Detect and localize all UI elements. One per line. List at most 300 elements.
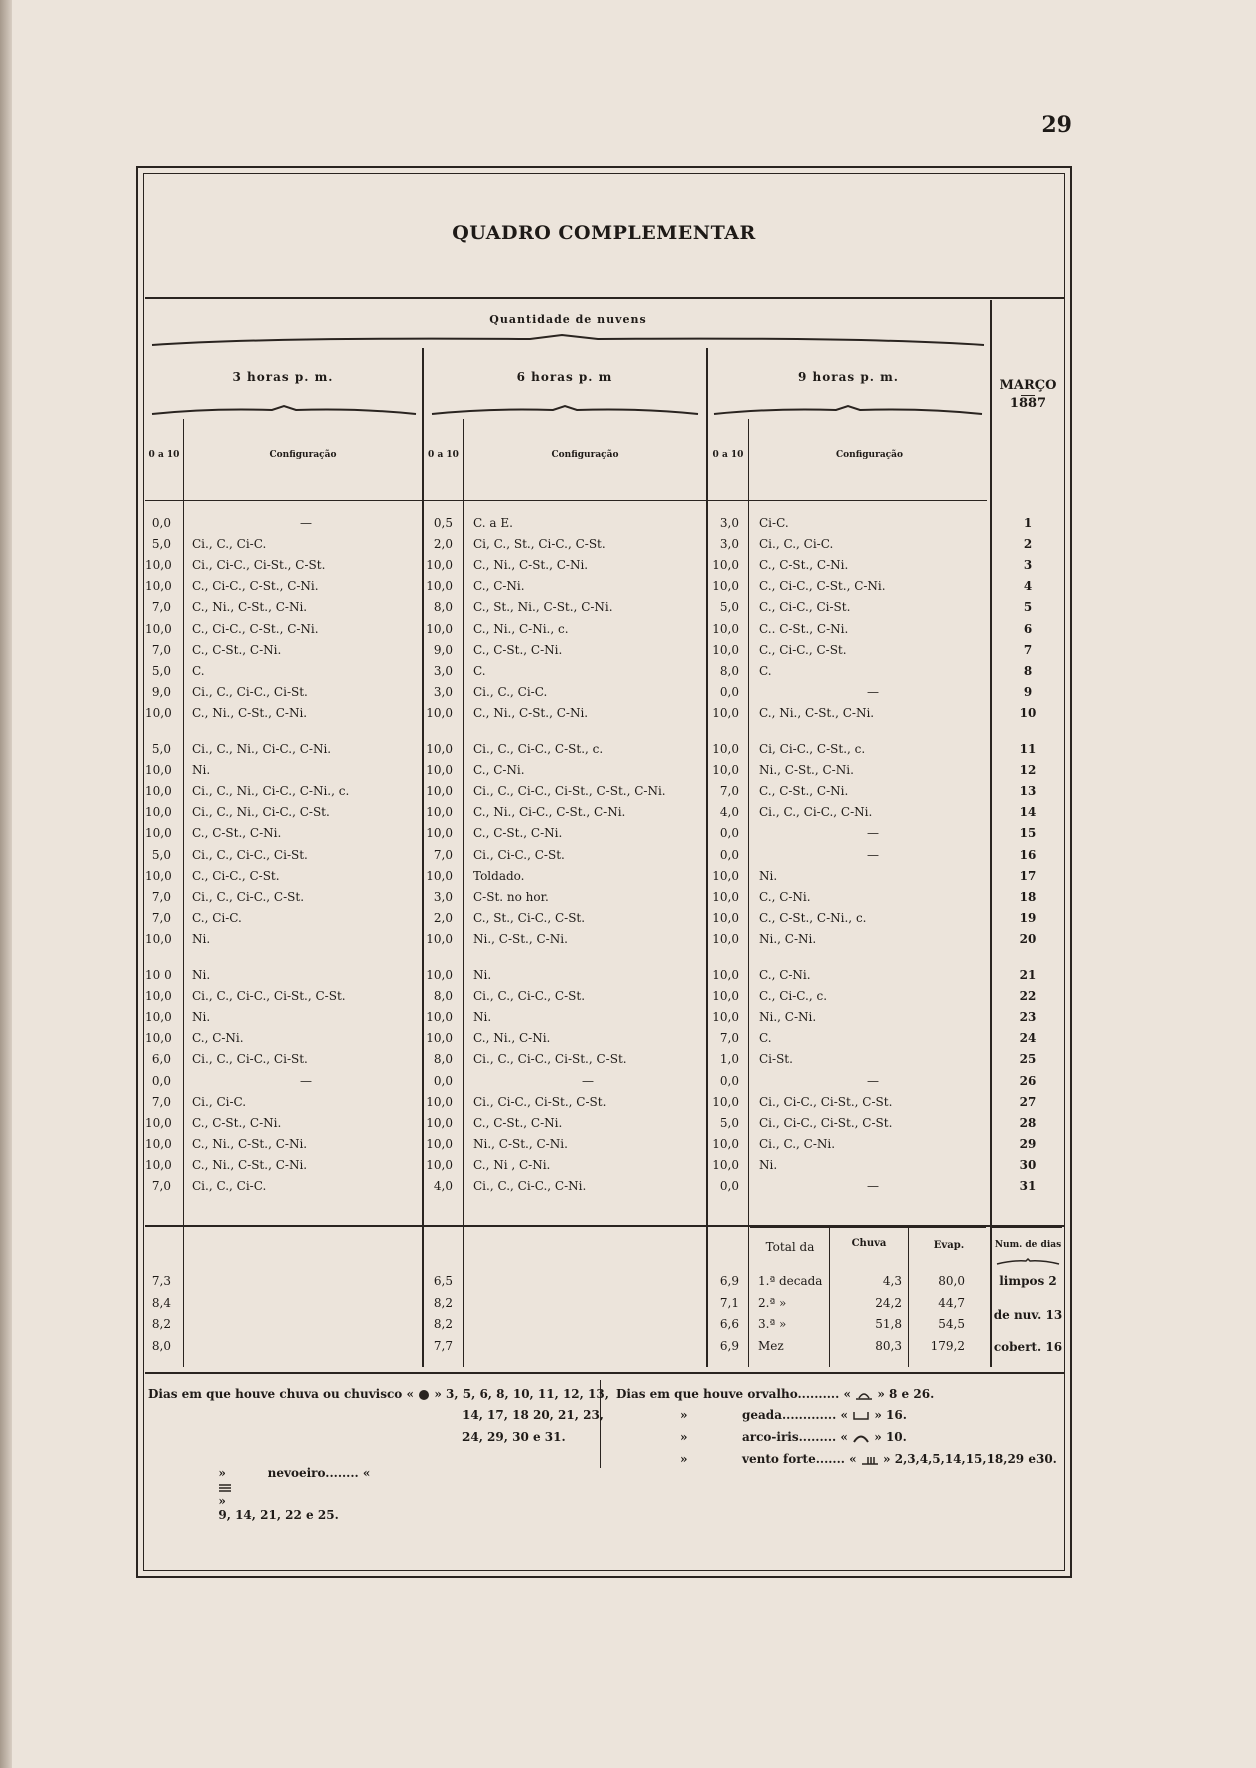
config-6pm: Ni., C-St., C-Ni. (473, 931, 568, 946)
value-3pm: 9,0 (151, 684, 171, 699)
title-rule (145, 297, 1065, 299)
value-6pm: 10,0 (426, 1136, 453, 1151)
value-6pm: 10,0 (426, 1010, 453, 1025)
day-number: 13 (1019, 784, 1037, 799)
value-3pm: 10,0 (145, 805, 172, 820)
period-label: 2.ª » (758, 1295, 787, 1310)
value-3pm: 10,0 (145, 784, 172, 799)
value-9pm: 8,0 (719, 663, 739, 678)
config-9pm: — (867, 847, 879, 862)
config-9pm: Ni. (759, 868, 778, 883)
config-9pm: Ni., C-Ni. (759, 1010, 817, 1025)
config-9pm: C., C-Ni. (759, 968, 811, 982)
value-6pm: 10,0 (426, 742, 453, 756)
evap-total: 54,5 (938, 1317, 965, 1331)
value-9pm: 10,0 (712, 763, 739, 778)
value-9pm: 10,0 (712, 1010, 739, 1025)
avg-9pm: 7,1 (719, 1295, 739, 1310)
config-3pm: C. (192, 663, 205, 678)
value-9pm: 10,0 (712, 1157, 739, 1172)
config-6pm: Toldado. (473, 868, 525, 883)
config-6pm: Ci., C., Ci-C., Ci-St., C-St. (473, 1052, 627, 1067)
value-9pm: 10,0 (712, 1094, 739, 1109)
value-3pm: 10,0 (145, 868, 172, 883)
config-3pm: C., Ni., C-St., C-Ni. (192, 1136, 308, 1151)
config-9pm: C., C-St., C-Ni. (759, 558, 849, 573)
rainbow-label: arco-iris......... « (742, 1430, 848, 1444)
config-9pm: C., C-St., C-Ni., c. (759, 910, 867, 925)
value-6pm: 4,0 (433, 1179, 453, 1193)
rain-symbol-icon (418, 1389, 430, 1401)
value-6pm: 10,0 (426, 968, 453, 982)
period-label: 3.ª » (758, 1317, 787, 1331)
config-9pm: — (867, 684, 879, 699)
config-9pm: Ni., C-St., C-Ni. (759, 763, 854, 778)
config-6pm: C., Ni., C-Ni. (473, 1031, 551, 1046)
config-6pm: C., Ni., C-St., C-Ni. (473, 558, 589, 573)
config-3pm: C., Ni., C-St., C-Ni. (192, 705, 308, 720)
config-6pm: Ci., Ci-C., C-St. (473, 847, 565, 862)
value-6pm: 0,0 (433, 1073, 453, 1088)
avg-3pm: 8,4 (151, 1295, 171, 1310)
value-6pm: 10,0 (426, 868, 453, 883)
value-3pm: 7,0 (151, 642, 171, 657)
group-9pm: 9 horas p. m. (798, 370, 899, 384)
config-6pm: C. a E. (473, 516, 513, 530)
value-6pm: 10,0 (426, 931, 453, 946)
day-number: 25 (1019, 1052, 1037, 1067)
config-6pm: Ci., C., Ci-C., Ci-St., C-St., C-Ni. (473, 784, 666, 799)
value-3pm: 10,0 (145, 705, 172, 720)
day-number: 29 (1019, 1136, 1037, 1151)
value-3pm: 5,0 (151, 742, 171, 756)
value-6pm: 10,0 (426, 621, 453, 636)
day-number: 6 (1023, 621, 1033, 636)
scale-header: 0 a 10 (712, 450, 744, 460)
config-3pm: — (300, 516, 312, 530)
avg-3pm: 7,3 (151, 1274, 171, 1288)
dew-label: Dias em que houve orvalho.......... « (616, 1387, 851, 1401)
group-6pm: 6 horas p. m (516, 370, 613, 384)
cloud-quantity-heading: Quantidade de nuvens (489, 313, 647, 326)
config-6pm: Ci., C., Ci-C., C-Ni. (473, 1179, 587, 1193)
rain-header: Chuva (851, 1238, 887, 1249)
days-clear: limpos 2 (999, 1274, 1057, 1288)
wind-prefix: » (680, 1452, 688, 1466)
value-6pm: 2,0 (433, 910, 453, 925)
summary-divider (908, 1228, 909, 1367)
config-3pm: Ci., C., Ni., Ci-C., C-St. (192, 805, 330, 820)
config-header: Configuração (836, 450, 903, 460)
config-9pm: C., C-St., C-Ni. (759, 784, 849, 799)
evap-total: 44,7 (938, 1295, 965, 1310)
rainbow-days-row (742, 1430, 907, 1444)
value-9pm: 7,0 (719, 1031, 739, 1046)
config-9pm: — (867, 826, 879, 841)
value-3pm: 10,0 (145, 1136, 172, 1151)
config-3pm: Ni. (192, 968, 211, 982)
rain-total: 24,2 (875, 1295, 902, 1310)
wind-label-close: » (883, 1452, 891, 1466)
value-3pm: 5,0 (151, 663, 171, 678)
config-6pm: C., C-St., C-Ni. (473, 1115, 563, 1130)
config-6pm: C., Ni , C-Ni. (473, 1157, 551, 1172)
value-9pm: 10,0 (712, 931, 739, 946)
value-9pm: 5,0 (719, 600, 739, 615)
value-9pm: 10,0 (712, 705, 739, 720)
value-3pm: 10,0 (145, 621, 172, 636)
avg-3pm: 8,2 (151, 1317, 171, 1331)
config-3pm: Ci., C., Ci-C., C-St. (192, 889, 305, 904)
avg-6pm: 8,2 (433, 1317, 453, 1331)
value-3pm: 0,0 (151, 1073, 171, 1088)
period-label: Mez (758, 1338, 784, 1353)
value-3pm: 10,0 (145, 931, 172, 946)
subheader-rule (145, 500, 987, 501)
day-number: 15 (1019, 826, 1037, 841)
rainbow-prefix: » (680, 1430, 688, 1444)
col-divider (183, 419, 184, 1367)
config-6pm: C., C-St., C-Ni. (473, 826, 563, 841)
value-3pm: 10,0 (145, 1157, 172, 1172)
config-9pm: Ni. (759, 1157, 778, 1172)
value-6pm: 10,0 (426, 805, 453, 820)
config-9pm: Ci, Ci-C., C-St., c. (759, 742, 866, 756)
config-6pm: C. (473, 663, 486, 678)
value-6pm: 10,0 (426, 558, 453, 573)
day-number: 7 (1023, 642, 1033, 657)
day-number: 3 (1023, 558, 1033, 573)
value-3pm: 7,0 (151, 889, 171, 904)
config-3pm: Ci., C., Ni., Ci-C., C-Ni., c. (192, 784, 350, 799)
frost-days-row (742, 1408, 907, 1422)
day-number: 4 (1023, 579, 1033, 594)
page-number: 29 (1041, 112, 1072, 138)
value-6pm: 10,0 (426, 784, 453, 799)
total-header: Total da (765, 1240, 815, 1254)
config-6pm: C., St., Ci-C., C-St. (473, 910, 586, 925)
month-label: MARÇO (999, 378, 1057, 393)
config-9pm: Ci., C., C-Ni. (759, 1136, 836, 1151)
dew-days-row (616, 1387, 934, 1401)
value-6pm: 10,0 (426, 1031, 453, 1046)
day-number: 9 (1023, 684, 1033, 699)
value-9pm: 0,0 (719, 826, 739, 841)
page-title: QUADRO COMPLEMENTAR (452, 222, 756, 244)
page-edge (0, 0, 12, 1768)
value-3pm: 10,0 (145, 1031, 172, 1046)
config-6pm: C., C-St., C-Ni. (473, 642, 563, 657)
value-6pm: 8,0 (433, 1052, 453, 1067)
config-9pm: Ci-C. (759, 516, 789, 530)
rain-total: 4,3 (882, 1274, 902, 1288)
value-9pm: 10,0 (712, 910, 739, 925)
group-brace (712, 404, 984, 418)
period-label: 1.ª decada (758, 1274, 823, 1288)
evap-total: 80,0 (938, 1274, 965, 1288)
value-3pm: 7,0 (151, 910, 171, 925)
config-3pm: Ci., C., Ni., Ci-C., C-Ni. (192, 742, 332, 756)
config-3pm: Ni. (192, 931, 211, 946)
avg-3pm: 8,0 (151, 1338, 171, 1353)
day-number: 20 (1019, 931, 1037, 946)
frost-label-close: » (874, 1408, 882, 1422)
value-6pm: 3,0 (433, 684, 453, 699)
value-3pm: 10,0 (145, 558, 172, 573)
scale-header: 0 a 10 (148, 450, 180, 460)
config-3pm: Ni. (192, 1010, 211, 1025)
config-6pm: C-St. no hor. (473, 889, 549, 904)
value-3pm: 10,0 (145, 763, 172, 778)
value-9pm: 0,0 (719, 1179, 739, 1193)
col-divider (463, 419, 464, 1367)
config-6pm: C., Ni., C-Ni., c. (473, 621, 569, 636)
config-header: Configuração (269, 450, 337, 460)
rain-total: 80,3 (875, 1338, 902, 1353)
value-9pm: 10,0 (712, 742, 739, 756)
config-9pm: Ci., C., Ci-C. (759, 537, 834, 552)
config-9pm: — (867, 1073, 879, 1088)
value-6pm: 2,0 (433, 537, 453, 552)
value-9pm: 10,0 (712, 968, 739, 982)
day-number: 30 (1019, 1157, 1037, 1172)
rain-label: Dias em que houve chuva ou chuvisco « (148, 1387, 414, 1401)
config-3pm: C., C-St., C-Ni. (192, 1115, 282, 1130)
config-6pm: Ni., C-St., C-Ni. (473, 1136, 568, 1151)
value-9pm: 0,0 (719, 1073, 739, 1088)
value-3pm: 7,0 (151, 1094, 171, 1109)
config-9pm: C.. C-St., C-Ni. (759, 621, 849, 636)
config-6pm: Ci., Ci-C., Ci-St., C-St. (473, 1094, 607, 1109)
wind-days-row (742, 1452, 1057, 1466)
value-9pm: 10,0 (712, 889, 739, 904)
value-9pm: 10,0 (712, 1136, 739, 1151)
fog-symbol-icon (218, 1483, 232, 1493)
config-6pm: C., St., Ni., C-St., C-Ni. (473, 600, 613, 615)
day-number: 12 (1019, 763, 1037, 778)
frost-days: 16. (886, 1408, 907, 1422)
frost-prefix: » (680, 1408, 688, 1422)
value-3pm: 10,0 (145, 989, 172, 1004)
days-cloudy: de nuv. 13 (993, 1308, 1063, 1322)
wind-symbol-icon (861, 1455, 879, 1465)
group-3pm: 3 horas p. m. (232, 370, 334, 384)
avg-9pm: 6,9 (719, 1338, 739, 1353)
summary-top-rule (750, 1227, 986, 1228)
config-6pm: Ni. (473, 1010, 492, 1025)
value-6pm: 7,0 (433, 847, 453, 862)
day-number: 22 (1019, 989, 1037, 1004)
avg-6pm: 6,5 (433, 1274, 453, 1288)
config-6pm: C., C-Ni. (473, 763, 525, 778)
config-3pm: Ci., C., Ci-C., Ci-St. (192, 684, 308, 699)
day-number: 23 (1019, 1010, 1037, 1025)
value-3pm: 10 0 (145, 968, 172, 982)
day-number: 19 (1019, 910, 1037, 925)
config-9pm: Ci-St. (759, 1052, 793, 1067)
config-9pm: C., Ci-C., Ci-St. (759, 600, 851, 615)
rain-days-row (148, 1387, 609, 1401)
config-9pm: C. (759, 1031, 772, 1046)
value-6pm: 8,0 (433, 600, 453, 615)
month-divider (990, 300, 992, 1367)
value-9pm: 10,0 (712, 989, 739, 1004)
col-divider (748, 419, 749, 1367)
dew-label-close: » (877, 1387, 885, 1401)
day-number: 27 (1019, 1094, 1037, 1109)
config-3pm: C., Ci-C., C-St. (192, 868, 280, 883)
value-9pm: 1,0 (719, 1052, 739, 1067)
fog-label-close: » (218, 1494, 226, 1508)
value-9pm: 10,0 (712, 868, 739, 883)
config-9pm: C., Ci-C., C-St., C-Ni. (759, 579, 886, 594)
value-9pm: 10,0 (712, 642, 739, 657)
day-number: 16 (1019, 847, 1037, 862)
frost-symbol-icon (852, 1411, 870, 1421)
value-3pm: 10,0 (145, 1010, 172, 1025)
scale-header: 0 a 10 (428, 450, 459, 460)
footer-rule (145, 1372, 1065, 1374)
config-6pm: Ni. (473, 968, 492, 982)
config-3pm: C., Ci-C. (192, 910, 242, 925)
days-covered: cobert. 16 (993, 1340, 1063, 1354)
group-brace (150, 404, 418, 418)
day-number: 18 (1019, 889, 1037, 904)
value-6pm: 10,0 (426, 1094, 453, 1109)
rain-days-cont: 14, 17, 18 20, 21, 23, (462, 1408, 604, 1422)
config-3pm: C., C-St., C-Ni. (192, 826, 282, 841)
evap-header: Evap. (933, 1240, 965, 1251)
avg-9pm: 6,9 (719, 1274, 739, 1288)
rain-total: 51,8 (875, 1317, 902, 1331)
config-3pm: Ni. (192, 763, 211, 778)
value-3pm: 10,0 (145, 826, 172, 841)
day-number: 1 (1023, 516, 1033, 530)
config-3pm: — (300, 1073, 312, 1088)
config-9pm: C. (759, 663, 772, 678)
config-9pm: C., Ni., C-St., C-Ni. (759, 705, 875, 720)
config-6pm: C., Ni., Ci-C., C-St., C-Ni. (473, 805, 626, 820)
dew-symbol-icon (855, 1390, 873, 1400)
config-3pm: Ci., C., Ci-C., Ci-St., C-St. (192, 989, 346, 1004)
rainbow-days: 10. (885, 1430, 907, 1444)
group-brace (430, 404, 700, 418)
wind-label: vento forte....... « (742, 1452, 857, 1466)
day-number: 14 (1019, 805, 1037, 820)
config-3pm: C., C-St., C-Ni. (192, 642, 282, 657)
config-9pm: C., C-Ni. (759, 889, 811, 904)
avg-9pm: 6,6 (719, 1317, 739, 1331)
config-9pm: Ci., C., Ci-C., C-Ni. (759, 805, 873, 820)
value-9pm: 0,0 (719, 847, 739, 862)
config-3pm: C., Ni., C-St., C-Ni. (192, 600, 308, 615)
rain-days-cont: 24, 29, 30 e 31. (462, 1430, 566, 1444)
value-3pm: 10,0 (145, 579, 172, 594)
config-9pm: C., Ci-C., C-St. (759, 642, 847, 657)
value-3pm: 5,0 (151, 537, 171, 552)
day-number: 31 (1019, 1179, 1037, 1193)
value-6pm: 10,0 (426, 826, 453, 841)
value-6pm: 10,0 (426, 763, 453, 778)
rainbow-symbol-icon (852, 1433, 870, 1443)
value-6pm: 10,0 (426, 1157, 453, 1172)
config-6pm: Ci, C., St., Ci-C., C-St. (473, 537, 606, 552)
value-9pm: 3,0 (719, 516, 739, 530)
config-6pm: Ci., C., Ci-C. (473, 684, 548, 699)
value-6pm: 3,0 (433, 889, 453, 904)
fog-days-row (210, 1452, 370, 1522)
value-9pm: 5,0 (719, 1115, 739, 1130)
value-3pm: 5,0 (151, 847, 171, 862)
config-3pm: Ci., C., Ci-C., Ci-St. (192, 1052, 308, 1067)
year-label: 1887 (1009, 396, 1047, 411)
value-6pm: 9,0 (433, 642, 453, 657)
day-number: 21 (1019, 968, 1037, 982)
config-6pm: Ci., C., Ci-C., C-St., c. (473, 742, 604, 756)
days-top-rule (992, 1227, 1062, 1228)
value-3pm: 7,0 (151, 600, 171, 615)
value-9pm: 4,0 (719, 805, 739, 820)
rain-days: 3, 5, 6, 8, 10, 11, 12, 13, (446, 1387, 609, 1401)
value-6pm: 3,0 (433, 663, 453, 678)
value-9pm: 7,0 (719, 784, 739, 799)
day-number: 17 (1019, 868, 1037, 883)
day-number: 26 (1019, 1073, 1037, 1088)
wind-days: 2,3,4,5,14,15,18,29 e30. (894, 1452, 1057, 1466)
config-3pm: Ci., C., Ci-C. (192, 1179, 267, 1193)
value-6pm: 8,0 (433, 989, 453, 1004)
value-9pm: 10,0 (712, 558, 739, 573)
day-number: 24 (1019, 1031, 1037, 1046)
config-3pm: C., Ci-C., C-St., C-Ni. (192, 579, 319, 594)
value-6pm: 10,0 (426, 1115, 453, 1130)
config-3pm: Ci., Ci-C. (192, 1094, 247, 1109)
value-6pm: 10,0 (426, 705, 453, 720)
value-9pm: 3,0 (719, 537, 739, 552)
config-6pm: C., C-Ni. (473, 579, 525, 594)
value-9pm: 10,0 (712, 621, 739, 636)
avg-6pm: 7,7 (433, 1338, 453, 1353)
config-3pm: Ci., C., Ci-C. (192, 537, 267, 552)
value-9pm: 10,0 (712, 579, 739, 594)
config-3pm: C., Ci-C., C-St., C-Ni. (192, 621, 319, 636)
value-9pm: 0,0 (719, 684, 739, 699)
fog-days: 9, 14, 21, 22 e 25. (218, 1508, 339, 1522)
value-6pm: 10,0 (426, 579, 453, 594)
config-3pm: Ci., C., Ci-C., Ci-St. (192, 847, 308, 862)
dew-days: 8 e 26. (889, 1387, 935, 1401)
config-6pm: Ci., C., Ci-C., C-St. (473, 989, 586, 1004)
config-3pm: Ci., Ci-C., Ci-St., C-St. (192, 558, 326, 573)
value-6pm: 0,5 (433, 516, 453, 530)
day-number: 11 (1019, 742, 1037, 756)
config-9pm: Ci., Ci-C., Ci-St., C-St. (759, 1115, 893, 1130)
avg-6pm: 8,2 (433, 1295, 453, 1310)
evap-total: 179,2 (930, 1338, 965, 1353)
rain-label-close: » (434, 1387, 442, 1401)
value-3pm: 6,0 (151, 1052, 171, 1067)
config-header: Configuração (551, 450, 619, 460)
day-number: 2 (1023, 537, 1033, 552)
day-number: 8 (1023, 663, 1033, 678)
fog-label: » nevoeiro........ « (218, 1466, 371, 1480)
day-number: 5 (1023, 600, 1033, 615)
config-9pm: — (867, 1179, 879, 1193)
config-6pm: C., Ni., C-St., C-Ni. (473, 705, 589, 720)
day-number: 28 (1019, 1115, 1037, 1130)
config-9pm: Ni., C-Ni. (759, 931, 817, 946)
value-3pm: 10,0 (145, 1115, 172, 1130)
